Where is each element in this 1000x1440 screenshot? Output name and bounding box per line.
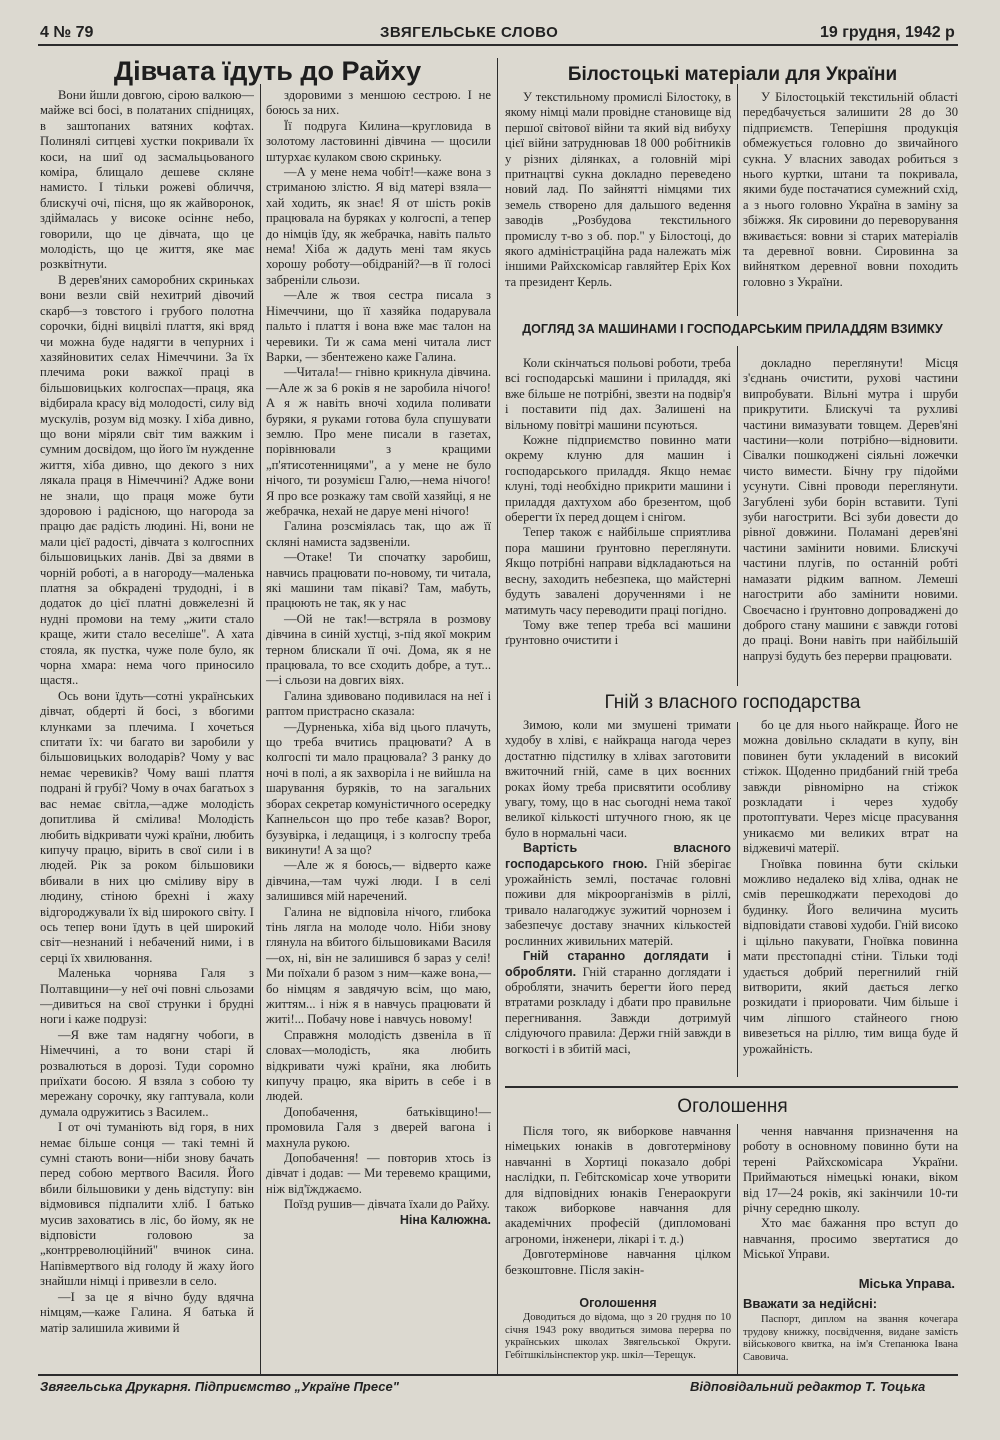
announcement-column	[505, 1124, 731, 1290]
article-column	[40, 88, 254, 1366]
article-title: Дівчата їдуть до Райху	[113, 56, 422, 86]
article-column	[266, 88, 491, 1366]
paragraph: І от очі туманіють від горя, в них немає більше сонця — такі темні й сумні стають вони—ніби знову бачать перед собою мертвого Василя. Його вбили більшовики у день відступу: він відмовився підпалити хліб. І батько мусив заховатись в ліс, бо йому, як не відповісти головою за „контрреволюційний" вчинок сина. Напівмертвого від голоду й жаху його знайшли німці і привезли в село.	[40, 1120, 254, 1289]
subheading: Гній старанно доглядати і обробляти.	[505, 949, 731, 979]
paragraph: бо це для нього найкраще. Його не можна довільно складати в купу, він повинен бути укладений в високий стіжок. Щоденно придбаний гній треба завжди рівномірно на стіжок розкладати і через худобу протоптувати. Через місце прасування уникаємо ми великих втрат на віджевичі матерії.	[743, 718, 958, 856]
editor-line: Відповідальний редактор Т. Тоцька	[690, 1379, 926, 1394]
notice-title: Оголошення	[579, 1296, 657, 1310]
paragraph: Доводиться до відома, що з 20 грудня по 10 січня 1943 року вводиться зимова перерва по українських школах Звягельської Округи. Гебітшкільінспектор укр. шкіл—Терещук.	[505, 1312, 731, 1361]
paragraph: Маленька чорнява Галя з Полтавщини—у неї очі повні сльозами—дивиться на свої струнки і брудні ноги і каже подрузі:	[40, 966, 254, 1027]
paragraph: здоровими з меншою сестрою. І не боюсь за них.	[266, 88, 491, 118]
paragraph: Гній зберігає урожайність землі, постачає головні поживи для мікроорганізмів в ріллі, тривало налагоджує зужитий чорнозем і забезпечує доставу значних кількостей рослинних живильних матерій.	[505, 856, 731, 948]
paragraph: У Білостоцькій текстильній області передбачується залишити 28 до 30 підприємств. Теперішня продукція обмежується головно до звичайного сукна. У власних заводах робиться з нього куртки, штани та покривала, якими буде постачатися сумежний схід, а з нього головно Україна в заміну за збіжжя. Як сировини до переворування вживається: вовни зі старих матеріалів та деревної вовни. Сировинна за вийнятком деревної вовни походить головно з України.	[743, 90, 958, 289]
paragraph: Зимою, коли ми змушені тримати худобу в хліві, є найкраща нагода через достатню підстилку в хлівах заготовити вжиточний гній, саме в цих воєнних роках йому треба присвятити особливу увагу, тому, що в нас сьогодні нема такої великої кількості штучного гною, як це було в нормальні часи.	[505, 718, 731, 840]
header-rule	[38, 44, 958, 46]
paragraph: —Але ж твоя сестра писала з Німеччини, що її хазяйка подарувала пальто і плаття і вона вже має талон на черевики. Ти ж сама мені читала лист Варки, — збентежено каже Галина.	[266, 288, 491, 364]
paragraph: Паспорт, диплом на звання кочегара трудову книжку, посвідчення, видане замість військового квитка, на ім'я Степанюка Івана Савовича.	[743, 1314, 958, 1363]
paragraph: Справжня молодість дзвеніла в її словах—молодість, яка любить відкривати чужі країни, яка любить кипучу працю, яка вірить в себе і в людей.	[266, 1027, 491, 1104]
article-column	[505, 718, 731, 1080]
article-title: ДОГЛЯД ЗА МАШИНАМИ І ГОСПОДАРСЬКИМ ПРИЛАДДЯМ ВЗИМКУ	[522, 322, 943, 336]
subheading: Вартість власного господарського гною.	[505, 841, 731, 871]
paragraph: —І за це я вічно буду вдячна німцям,—каже Галина. Я батька й матір залишила живими й	[40, 1289, 254, 1335]
paragraph: Галина не відповіла нічого, глибока тінь лягла на молоде чоло. Ніби знову глянула на вбитого більшовиками Василя—ох, ні, він не залишився б зараз у селі! Ми поїхали б разом з ним—каже вона,—бо німцям я завдячую всім, що маю, життям... і ніж я в навчусь працювати й житі!... Побачу нове і навчусь новому!	[266, 904, 491, 1027]
article-title: Білостоцькі матеріали для України	[567, 64, 898, 85]
paragraph: Гноївка повинна бути скільки можливо недалеко від хліва, однак не смів перешкоджати переходові до будинку. Його величина мусить відповідати ставові худоби. Гній високо і щільно пакувати, Гноївка повинна мати прєстопадні стіни. Тільки тоді удається добрий перегнилий гній витворити, який дається легко розкидати і приоровати. Чим більше і чим ліпшого стайнеого гною вивезеться на ріллю, тим вища буде й урожайність.	[743, 856, 958, 1056]
column-divider	[260, 84, 261, 1374]
column-divider	[737, 346, 738, 686]
notice-text	[505, 1312, 731, 1370]
paragraph: Поїзд рушив— дівчата їхали до Райху.	[284, 1197, 490, 1212]
article-author: Ніна Калюжна.	[399, 1212, 491, 1227]
paragraph: Після того, як виборкове навчання німецьких юнаків в довготермінову навчанні в Хортиці показало добрі наслідки, п. Гебітскомісар хоче утворити для відповідних юнаків Генераокруги також виборкове навчання для академічних професій (дипломовані агрономи, інженери, лікарі і т. д.)	[505, 1124, 731, 1246]
notice-text	[743, 1314, 958, 1370]
paragraph: Тепер також є найбільше сприятлива пора машини ґрунтовно переглянути. Якщо потрібні направи відкладаються на весну, заходить небезпека, що майстерні будуть завалені дорученнями і не матимуть часу переводити праці погідно.	[505, 525, 731, 617]
printer-line: Звягельська Друкарня. Підприємство „Україне Пресе"	[40, 1379, 399, 1394]
announcement-signature: Міська Управа.	[858, 1276, 955, 1291]
paragraph: —А у мене нема чобіт!—каже вона з стриманою злістю. Я від матері взяла—хай ходить, як знає! Я от шість років працювала на буряках у колгоспі, а тепер до німців їду, як жебрачка, навіть пальто нема! Хіба ж дадуть мені там якусь хорошу роботу—обідрaній?—в її голосі забреніли сльози.	[266, 165, 491, 287]
paragraph: Довготермінове навчання цілком безкоштовне. Після закін-	[505, 1247, 731, 1277]
paragraph: —Читала!— гнівно крикнула дівчина.—Але ж за 6 років я не заробила нічого! А я ж навіть вночі ходила поливати буряки, я руками готова була спушувати землю. Про мене писали в газетах, порівнювали з кращими „п'ятисотенницями", а у мене не було нічого, ти розумієш Галю,—нема нічого! Я про все розкажу там своїй хазяйці, я не жебрачка, нехай не даруе мені нічого!	[266, 365, 491, 518]
paragraph: Галина здивовано подивилася на неї і раптом пристрасно сказала:	[266, 688, 491, 719]
page-number: 4 № 79	[40, 24, 94, 41]
article-column	[743, 718, 958, 1080]
section-rule	[505, 1086, 958, 1088]
paragraph: —Але ж я боюсь,— відверто каже дівчина,—там чужі люди. І в селі залишився мій наречений.	[266, 858, 491, 904]
announcement-column	[743, 1124, 958, 1280]
paragraph: Її подруга Килина—кругловида в золотому ластовинні дівчина — щосили штурхає кулаком свою скриньку.	[266, 118, 491, 164]
article-column	[743, 90, 958, 316]
paragraph: Гній старанно доглядати і обробляти, значить берегти його перед втратами розкладу і дбати про правильне перегнивання. Завжди дотримуй слідуючого правила: Держи гній завжди в вогкості і в збитій масі,	[505, 964, 731, 1056]
column-divider	[737, 1124, 738, 1374]
paragraph: Допобачення, батьківщино!—промовила Галя з дверей вагона і махнула рукою.	[266, 1104, 491, 1150]
paragraph: Коли скінчаться польові роботи, треба всі господарські машини і приладдя, які вже більше не потрібні, звезти на подвір'я і поставити під дах. Залишені на вільному повітрі машини псуються.	[505, 356, 731, 432]
paragraph: докладно переглянути! Місця з'єднань очистити, рухові частини випробувати. Вільні мутра і шруби прикрутити. Блискучі та рухливі частини вимазувати товщем. Дерев'яні частини—коли потрібно—відновити. Сівалки пошкоджені сіяльні ложечки чисто вимести. Бічну гру підойми усунути. Сівні проводи переглянути. Загублені зуби борін вставити. Тупі зуби нагострити. Всі зуби довести до рівної довжини. Поламані дерев'яні частини замінити новими. Блискучі частини плугів, по останній робті намазати рідким вапном. Лемеші нагострити або замінити новими. Своєчасно і ґрунтовно допроваджені до доброго стану машини є завжди готові до праці. Вони навіть при найбільшій напрузі будуть без перерви працювати.	[743, 356, 958, 663]
paragraph: —Отаке! Ти спочатку заробиш, навчись працювати по-новому, ти читала, які машини там пікаві? Там, мабуть, працюють не так, як у нас	[266, 550, 491, 611]
issue-date: 19 грудня, 1942 р	[820, 24, 955, 41]
footer-rule	[38, 1374, 958, 1376]
article-column	[743, 356, 958, 686]
article-column	[505, 90, 731, 316]
paragraph: У текстильному промислі Білостоку, в якому німці мали провідне становище від першої світової війни та який від вибуху цієї війни затруднював 18 000 робітників у різних ділянках, а головній мірі притнацтві сукна докладно переведено новий лад. По зайнятті німцями тих земель створено для дальшого ведення заводів „Розбудова текстильного промислу т-во з об. пор." у Білостоці, до якого адміністраційна рада належать між іншими Райхскомісар гавляйтер Еріх Кох та президент Керль.	[505, 90, 731, 289]
paragraph: Ось вони їдуть—сотні українських дівчат, обдерті й босі, з вбогими клунками за плечима. І хочеться спитати їх: чи багато ви заробили у більшовицьких володарів? Чому у вас немає черевиків? Чому ваші плаття подрані й грубі? Чому в очах багатьох з вас немає світла,—адже молодість допитлива й смілива! Молодість любить відкривати чужі країни, любить кипучу працю, вірить в свої сили і в людей. Рік за роком більшовики вбивали в них цю сміливу віру в людину, стіною брехні і жаху відгороджували їх від широкого світу. І ось тепер вони їдуть в цей широкий світ—незнаний і небачений ними, і в серці їх хвилювання.	[40, 688, 254, 965]
paragraph: Допобачення! — повторив хтось із дівчат і додав: — Ми теревемо кращими, ніж від'їжджаємо.	[266, 1151, 491, 1196]
paragraph: —Я вже там надягну чобоги, в Німеччині, а то вони старі й розвалються в дорозі. Туди соромно приїхати босою. Я взяла з собою ту мережану сорочку, яку гаптувала, коли думала одружитись з Василем..	[40, 1027, 254, 1119]
paragraph: Тому вже тепер треба всі машини ґрунтовно очистити і	[505, 617, 731, 648]
column-divider	[737, 84, 738, 316]
paragraph: В дерев'яних саморобних скриньках вони везли свій нехитрий дівочий скарб—з товстого і грубого полотна сорочки, бідні вицвілі плаття, які вряд чи можна буде надягти в чепурних і хазяйновитих селах Німеччини. За їх плечима роки важкої праці в більшовицьких колгоспах—праця, яка відбирала красу від молодості, силу від мускулів, розум від мозку. І хіба дивно, що вони міряли світ тим важким і сумним досвідом, що його їм нужденне життя, хіба дивно, що декого з них лякала праця в Німеччині? Адже вони не знали, що праця може бути здоровою і радісною, що нагорода за працю дає радість людині. Ні, вони не мали цієї радості, дівчата з колгоспних більшовицьких ланів. Дві за двями в чорній роботі, а в нагороду—маленька платня за обкрадені трудодні, і в додаток до цієї платні довжелезні й нудні промови на тему „жити стало краще, жити стало веселіше". А хата стояла, як пустка, чуже поле було, як чорна хмара: нема чого приносило щастя..	[40, 272, 254, 688]
paragraph: Вони йшли довгою, сірою валкою—майже всі босі, в полатаних спідницях, в заштопаних ватяних кофтах. Полинялі ситцеві хустки покривали їх коси, на шиї од засмальцьованого коміра, блищало дешеве скляне намисто. І тільки рожеві обличчя, блискучі очі, пісня, що як жайворонок, здіймалась у високе осіннє небо, говорили, що це дівчата, що це молодість, що це життя, яке має розквітнути.	[40, 88, 254, 272]
paragraph: —Дурненька, хіба від цього плачуть, що треба вчитись працювати? А в колгоспі ти мало працювала? З ранку до ночі в полі, а як захворіла і не вийшла на шарування буряків, то на загальних зборах секретар комуністичного осередку Капнельсон що про тебе казав? Ворог, бузувірка, і ледащиця, і з колгоспу треба викинути! А за що?	[266, 719, 491, 857]
column-divider	[497, 58, 498, 1374]
paper-title: ЗВЯГЕЛЬСЬКЕ СЛОВО	[380, 24, 559, 41]
article-title: Гній з власного господарства	[604, 692, 861, 713]
paragraph: Кожне підприємство повинно мати окрему клуню для машин і господарського приладдя. Якщо немає клуні, тоді необхідно прикрити машини і приладдя дахтухом або брезентом, щоб оберегти їх перед дощем і снігом.	[505, 433, 731, 525]
notice-title: Вважати за недійсні:	[743, 1296, 878, 1311]
paragraph: —Ой не так!—встряла в розмову дівчина в синій хустці, з-під якої мокрим терном блискали її очі. Дома, як я не працювала, то все сходить добре, а тут...—і сльози на довгих віях.	[266, 611, 491, 688]
paragraph: Хто має бажання про вступ до навчання, просимо звертатися до Міської Управи.	[743, 1216, 958, 1262]
article-column	[505, 356, 731, 686]
paragraph: Галина розсміялась так, що аж її скляні намиста задзвеніли.	[266, 519, 491, 549]
column-divider	[737, 722, 738, 1077]
paragraph: чення навчання призначення на роботу в основному повинно бути на терені Райхскомісара України. Приймаються німецькі юнаки, віком від 17—24 років, які закінчили 10-ти річну середню школу.	[743, 1124, 958, 1216]
announcement-title: Оголошення	[677, 1096, 788, 1117]
